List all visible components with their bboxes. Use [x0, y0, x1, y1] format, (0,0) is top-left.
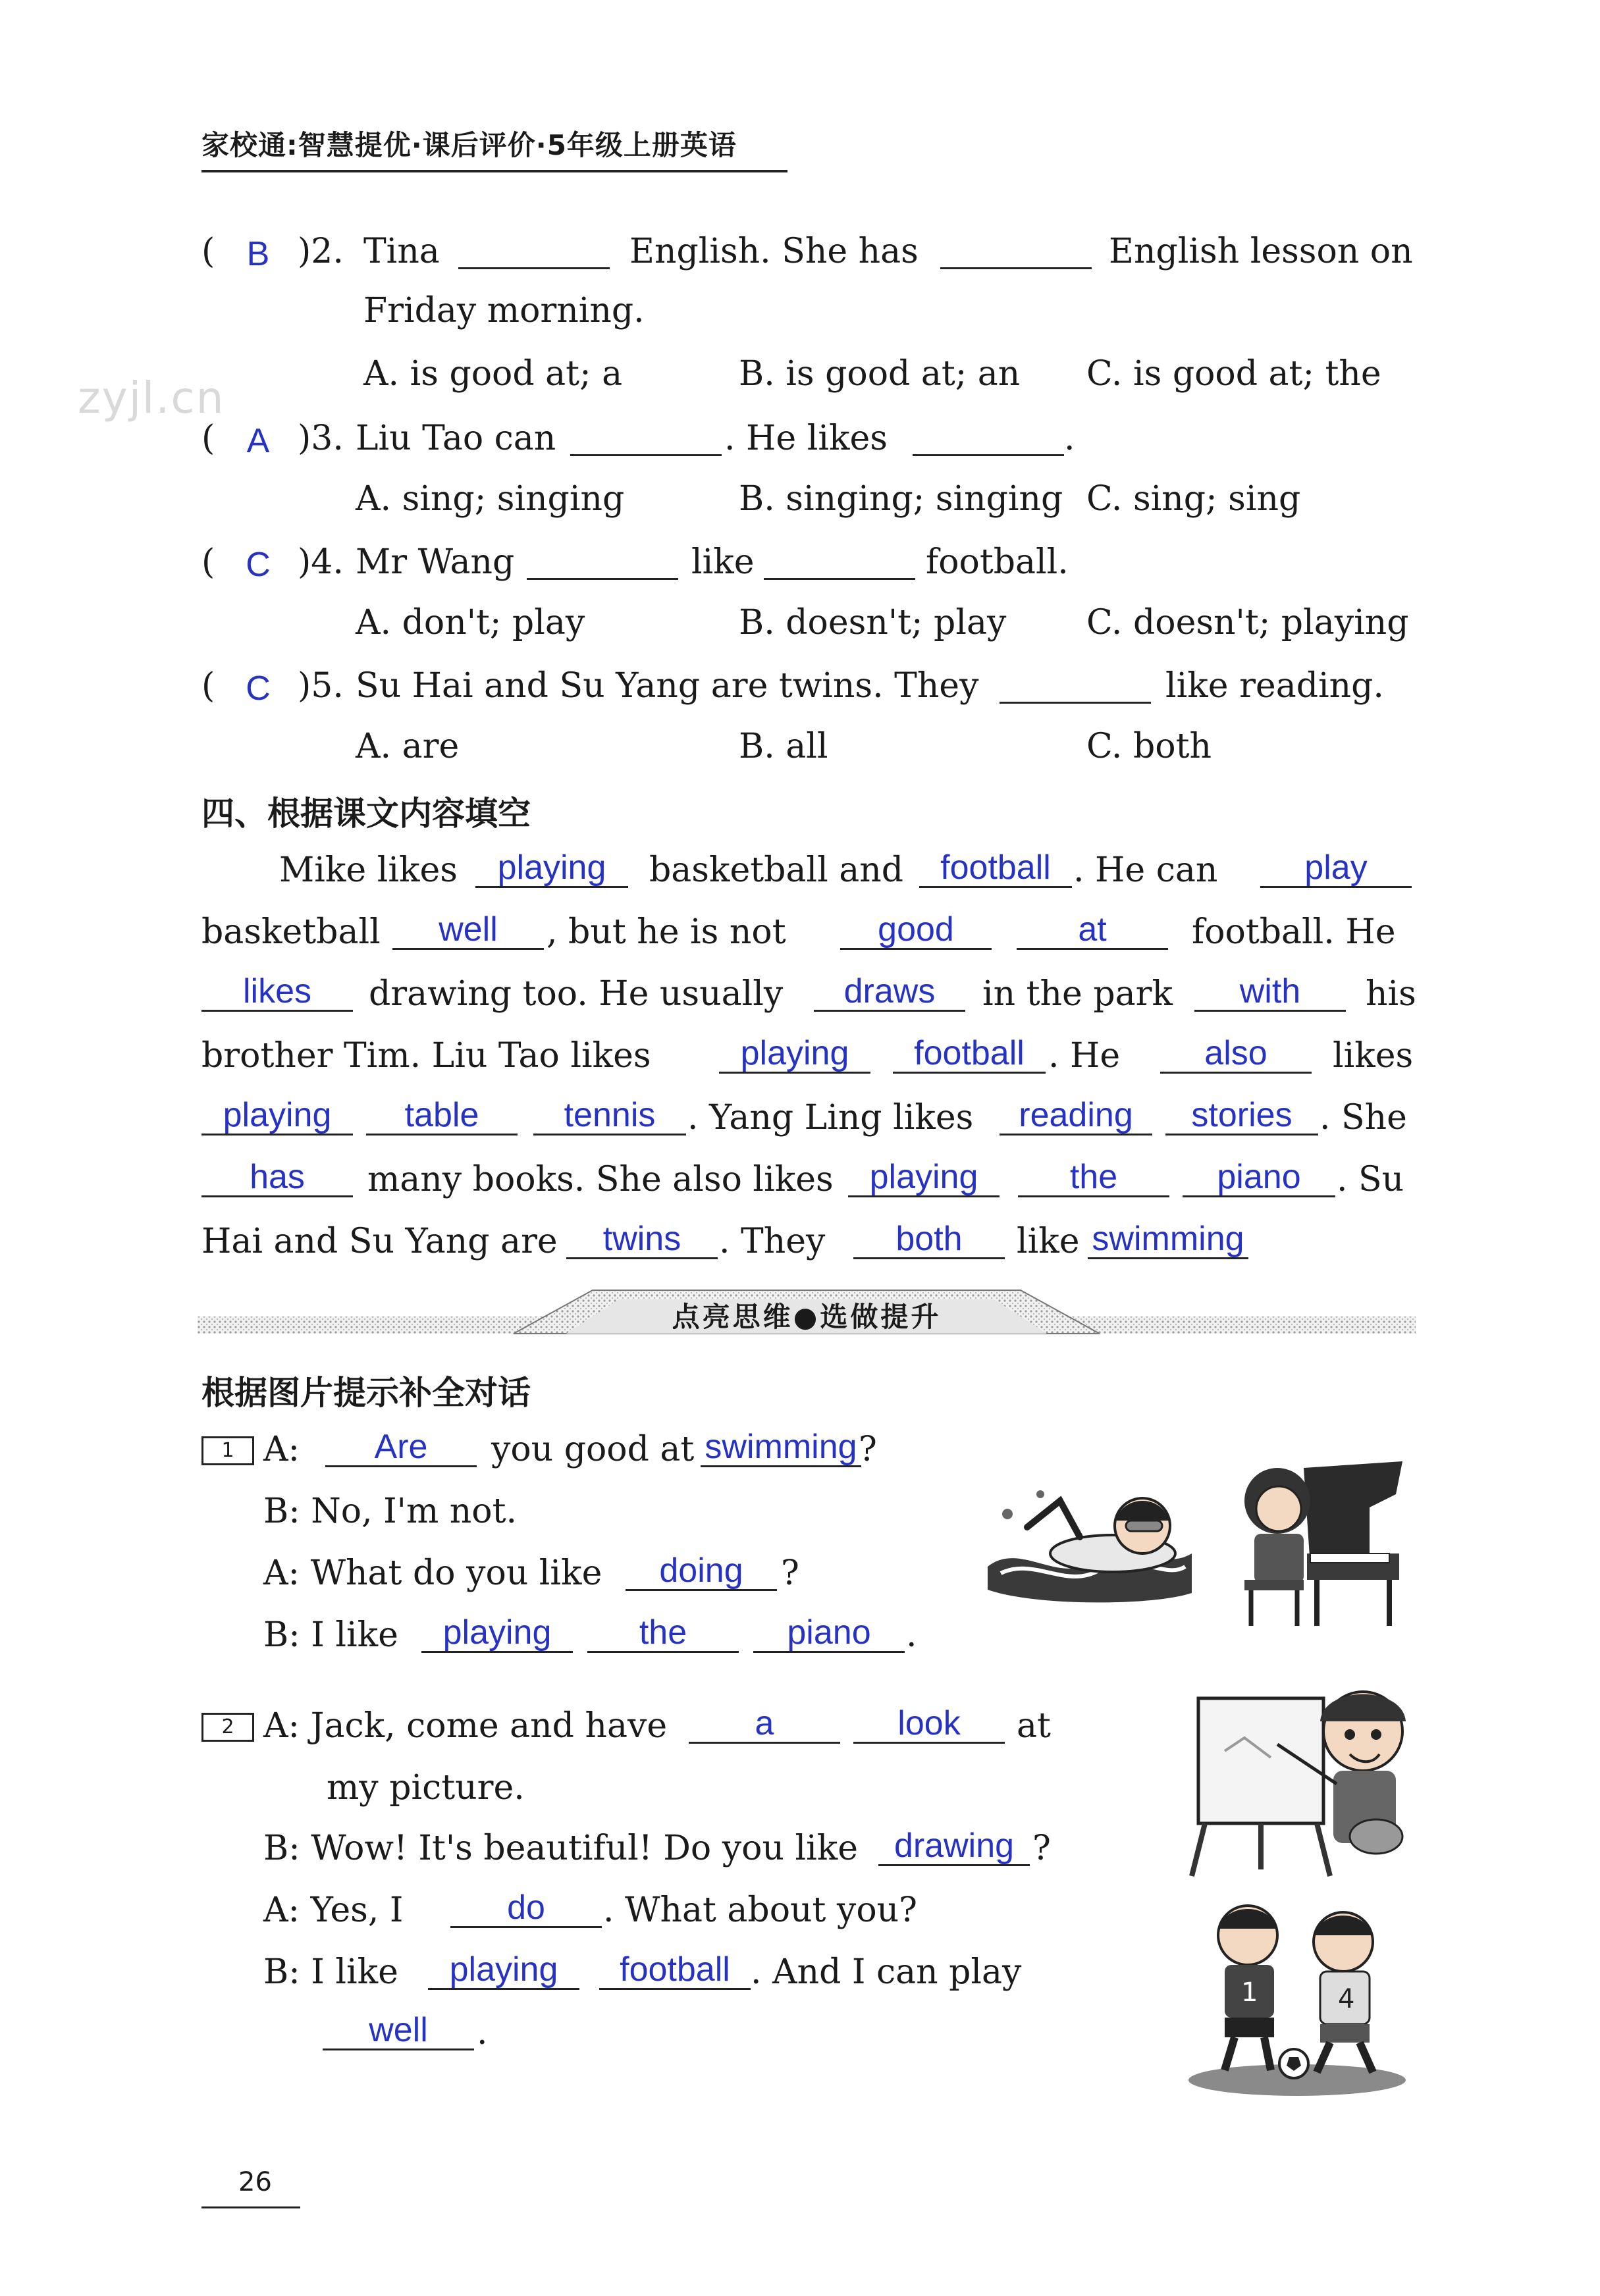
passage-text: basketball [201, 912, 381, 952]
option-b: B. is good at; an [739, 354, 1021, 394]
answer[interactable]: the [1069, 1158, 1118, 1196]
dialog-text: ? [859, 1430, 877, 1469]
answer[interactable]: good [878, 910, 954, 949]
stem: English lesson on [1109, 232, 1413, 271]
answer[interactable]: stories [1191, 1096, 1293, 1134]
answer[interactable]: playing [442, 1613, 552, 1652]
passage-text: in the park [982, 974, 1173, 1014]
paren: ( [201, 542, 215, 582]
dialog-text: B: Wow! It's beautiful! Do you like [263, 1829, 859, 1868]
answer[interactable]: reading [1019, 1096, 1133, 1134]
blank[interactable] [764, 578, 915, 580]
stem: . [1064, 419, 1075, 458]
option-c: C. both [1086, 727, 1212, 766]
answer[interactable]: playing [740, 1034, 849, 1072]
stem: like [691, 542, 755, 582]
answer[interactable]: has [250, 1158, 305, 1196]
option-a: A. are [356, 727, 460, 766]
answer[interactable]: drawing [893, 1827, 1015, 1865]
passage-text: . He [1048, 1036, 1121, 1076]
blank[interactable] [940, 267, 1092, 269]
svg-text:1: 1 [1241, 1977, 1258, 2008]
header-title: 家校通:智慧提优·课后评价·5年级上册英语 [201, 129, 737, 161]
passage-text: . She [1320, 1098, 1407, 1137]
header-rule [201, 170, 787, 172]
answer[interactable]: a [755, 1704, 774, 1742]
dialog-text: . What about you? [603, 1891, 917, 1930]
option-b: B. all [739, 727, 828, 766]
dialog-text: . And I can play [751, 1952, 1022, 1992]
stem: Liu Tao can [356, 419, 556, 458]
answer[interactable]: twins [602, 1220, 681, 1258]
watermark: zyjl.cn [78, 373, 225, 423]
swimmer-illustration [981, 1474, 1198, 1606]
passage-text: , but he is not [547, 912, 786, 952]
blank[interactable] [1000, 702, 1151, 704]
answer[interactable]: swimming [705, 1428, 857, 1466]
piano-illustration [1238, 1455, 1409, 1632]
dialog-text: . [477, 2013, 488, 2052]
dialog-text: at [1017, 1706, 1051, 1746]
answer[interactable]: tennis [564, 1096, 656, 1134]
answer[interactable]: playing [449, 1950, 558, 1989]
q-number: )4. [298, 542, 344, 582]
blank[interactable] [458, 267, 610, 269]
passage-text: like [1017, 1222, 1080, 1261]
blank[interactable] [570, 454, 722, 456]
answer[interactable]: well [369, 2011, 428, 2049]
mc-answer[interactable]: B [246, 235, 270, 273]
answer[interactable]: piano [1217, 1158, 1301, 1196]
banner-text: 点亮思维●选做提升 [672, 1301, 942, 1333]
answer[interactable]: playing [497, 848, 606, 887]
blank[interactable] [913, 454, 1064, 456]
option-c: C. doesn't; playing [1086, 603, 1409, 642]
svg-text:4: 4 [1338, 1984, 1355, 2014]
passage-text: basketball and [649, 850, 904, 890]
dialog-text: A: Jack, come and have [263, 1706, 668, 1746]
q-number: )3. [298, 419, 344, 458]
dialog-text: you good at [491, 1430, 695, 1469]
passage-text: . They [719, 1222, 826, 1261]
dialog-text: B: I like [263, 1615, 398, 1655]
passage-text: . He can [1073, 850, 1218, 890]
paren: ( [201, 419, 215, 458]
answer[interactable]: football [620, 1950, 730, 1989]
q-number: )2. [298, 232, 344, 271]
passage-text: likes [1333, 1036, 1414, 1076]
passage-text: drawing too. He usually [369, 974, 784, 1014]
dialog-title: 根据图片提示补全对话 [201, 1374, 531, 1412]
option-b: B. singing; singing [739, 479, 1063, 519]
answer[interactable]: playing [869, 1158, 978, 1196]
dialog-text: . [906, 1615, 917, 1655]
stem: Friday morning. [363, 291, 645, 330]
stem: football. [926, 542, 1069, 582]
question-number: 1 [201, 1436, 254, 1465]
stem: . He likes [724, 419, 888, 458]
answer[interactable]: draws [843, 972, 936, 1010]
stem: English. She has [629, 232, 919, 271]
mc-answer[interactable]: C [246, 669, 271, 708]
option-a: A. don't; play [356, 603, 585, 642]
option-c: C. sing; sing [1086, 479, 1301, 519]
mc-answer[interactable]: C [246, 546, 271, 584]
answer[interactable]: play [1304, 848, 1368, 887]
stem: Mr Wang [356, 542, 515, 582]
answer[interactable]: look [897, 1704, 961, 1742]
paren: ( [201, 666, 215, 706]
dialog-text: my picture. [327, 1768, 525, 1808]
option-a: A. sing; singing [356, 479, 625, 519]
option-c: C. is good at; the [1086, 354, 1381, 394]
answer[interactable]: likes [242, 972, 312, 1010]
q-number: )5. [298, 666, 344, 706]
dialog-text: B: I like [263, 1952, 398, 1992]
passage-text: . Yang Ling likes [687, 1098, 974, 1137]
answer[interactable]: football [914, 1034, 1025, 1072]
answer[interactable]: football [940, 848, 1051, 887]
passage-text: Hai and Su Yang are [201, 1222, 558, 1261]
question-number: 2 [201, 1713, 254, 1742]
answer[interactable]: Are [374, 1428, 428, 1466]
page-number-rule [201, 2206, 300, 2208]
answer[interactable]: do [507, 1889, 545, 1927]
answer[interactable]: with [1239, 972, 1301, 1010]
dialog-text: A: What do you like [263, 1553, 602, 1593]
option-a: A. is good at; a [363, 354, 623, 394]
football-kids-illustration [1185, 1896, 1409, 2100]
paren: ( [201, 232, 215, 271]
answer[interactable]: piano [787, 1613, 871, 1652]
painter-illustration [1185, 1672, 1409, 1883]
passage-text: . Su [1337, 1160, 1404, 1199]
stem: like reading. [1165, 666, 1384, 706]
option-b: B. doesn't; play [739, 603, 1007, 642]
passage-text: football. He [1192, 912, 1396, 952]
passage-text: brother Tim. Liu Tao likes [201, 1036, 651, 1076]
answer[interactable]: swimming [1092, 1220, 1244, 1258]
stem: Su Hai and Su Yang are twins. They [356, 666, 979, 706]
section-title: 四、根据课文内容填空 [201, 795, 531, 833]
dialog-text: ? [781, 1553, 799, 1593]
answer[interactable]: doing [659, 1552, 743, 1590]
answer[interactable]: also [1204, 1034, 1267, 1072]
answer[interactable]: well [439, 910, 498, 949]
answer[interactable]: both [895, 1220, 963, 1258]
dialog-text: A: [263, 1430, 300, 1469]
passage-text: many books. She also likes [367, 1160, 834, 1199]
answer[interactable]: table [404, 1096, 479, 1134]
answer[interactable]: playing [223, 1096, 332, 1134]
passage-text: Mike likes [279, 850, 458, 890]
dialog-text: B: No, I'm not. [263, 1492, 518, 1531]
dialog-text: ? [1032, 1829, 1051, 1868]
stem: Tina [363, 232, 440, 271]
passage-text: his [1366, 974, 1416, 1014]
mc-answer[interactable]: A [246, 422, 270, 460]
dialog-text: A: Yes, I [263, 1891, 404, 1930]
answer[interactable]: at [1078, 910, 1107, 949]
blank[interactable] [527, 578, 678, 580]
answer[interactable]: the [639, 1613, 687, 1652]
page-number: 26 [238, 2167, 272, 2197]
